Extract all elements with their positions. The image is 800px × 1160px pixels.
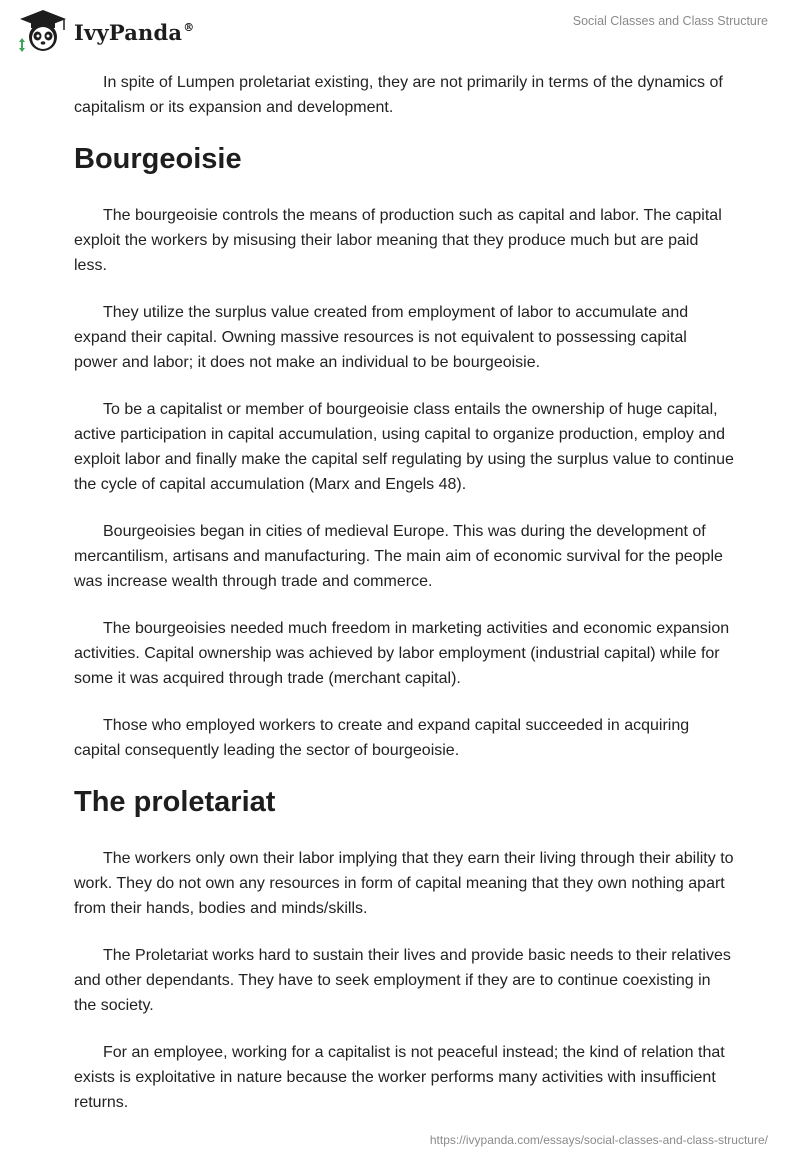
paragraph: They utilize the surplus value created from employment of labor to accumulate and expand their capital. Owning massive resources is not equivalent to possessing capital power and labor; it does not make an individual to be bourgeoisie. <box>74 304 689 371</box>
paragraph: For an employee, working for a capitalist is not peaceful instead; the kind of relation that exists is exploitative in nature because the worker performs many activities with insufficient returns. <box>74 1044 725 1111</box>
paragraph: The workers only own their labor implying that they earn their living through their ability to work. They do not own any resources in form of capital meaning that they own nothing apart from their hands, bodies and minds/skills. <box>74 850 734 917</box>
essay-content <box>74 70 734 1137</box>
paragraph: The bourgeoisie controls the means of production such as capital and labor. The capital exploit the workers by misusing their labor meaning that they produce much but are paid less. <box>74 207 722 274</box>
paragraph: Those who employed workers to create and expand capital succeeded in acquiring capital consequently leading the sector of bourgeoisie. <box>74 717 690 759</box>
source-url[interactable]: https://ivypanda.com/essays/social-classes-and-class-structure/ <box>429 1133 768 1147</box>
brand-logo[interactable] <box>16 8 194 54</box>
paragraph: Bourgeoisies began in cities of medieval Europe. This was during the development of mercantilism, artisans and manufacturing. The main aim of economic survival for the people was increase wealth through trade and commerce. <box>74 523 723 590</box>
paragraph: To be a capitalist or member of bourgeoisie class entails the ownership of huge capital, active participation in capital accumulation, using capital to organize production, employ and exploit labor and finally make the capital self regulating by using the surplus value to continue the cycle of capital accumulation (Marx and Engels 48). <box>74 401 734 493</box>
document-title: Social Classes and Class Structure <box>572 14 768 28</box>
page-header <box>0 0 800 60</box>
section-heading-proletariat: The proletariat <box>74 786 276 818</box>
panda-logo-icon <box>16 8 70 54</box>
brand-name: IvyPanda® <box>74 19 195 45</box>
intro-paragraph: In spite of Lumpen proletariat existing, they are not primarily in terms of the dynamics of capitalism or its expansion and development. <box>74 74 723 116</box>
section-heading-bourgeoisie: Bourgeoisie <box>74 143 242 175</box>
paragraph: The Proletariat works hard to sustain their lives and provide basic needs to their relatives and other dependants. They have to seek employment if they are to continue coexisting in the society. <box>74 947 731 1014</box>
paragraph: The bourgeoisies needed much freedom in marketing activities and economic expansion activities. Capital ownership was achieved by labor employment (industrial capital) while for some it was acquired through trade (merchant capital). <box>74 620 730 687</box>
